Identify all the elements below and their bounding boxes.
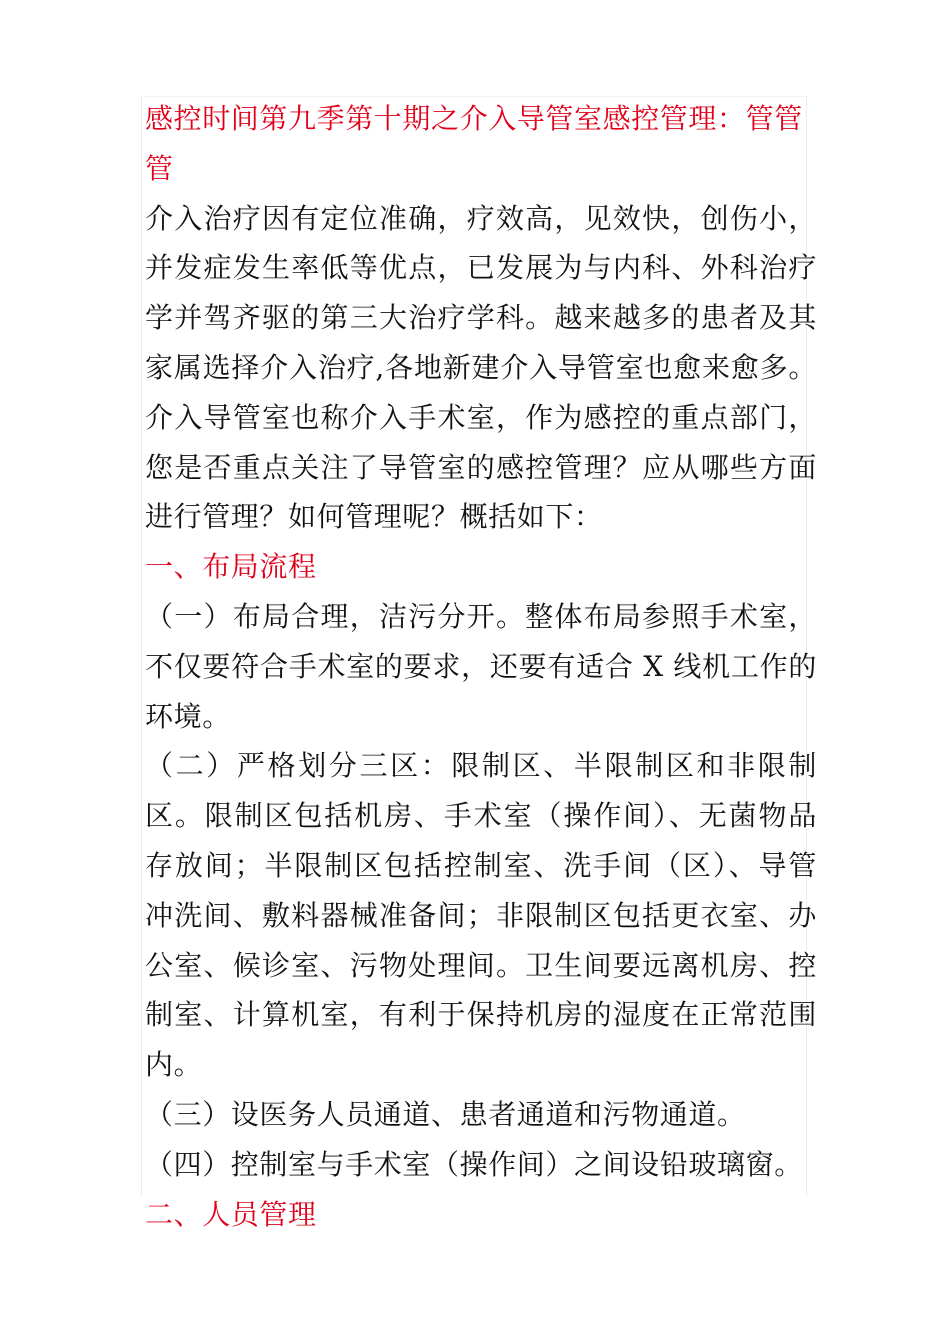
intro-paragraph: 介入治疗因有定位准确，疗效高，见效快，创伤小，并发症发生率低等优点，已发展为与内科、外科治疗学并驾齐驱的第三大治疗学科。越来越多的患者及其家属选择介入治疗,各地新建介入导管室也愈来愈多。介入导管室也称介入手术室，作为感控的重点部门，您是否重点关注了导管室的感控管理？应从哪些方面进行管理？如何管理呢？概括如下： [145, 201, 817, 534]
section-heading-layout: 一、布局流程 [145, 550, 317, 584]
document-title: 感控时间第九季第十期之介入导管室感控管理：管管管 [145, 102, 803, 185]
section-heading-personnel: 二、人员管理 [145, 1197, 317, 1231]
layout-item-3: （三）设医务人员通道、患者通道和污物通道。 [145, 1097, 746, 1131]
document-body [145, 94, 817, 1239]
layout-item-4: （四）控制室与手术室（操作间）之间设铅玻璃窗。 [145, 1147, 803, 1181]
layout-item-2: （二）严格划分三区：限制区、半限制区和非限制区。限制区包括机房、手术室（操作间）、无菌物品存放间；半限制区包括控制室、洗手间（区）、导管冲洗间、敷料器械准备间；非限制区包括更衣室、办公室、候诊室、污物处理间。卫生间要远离机房、控制室、计算机室，有利于保持机房的湿度在正常范围内。 [145, 749, 817, 1082]
layout-item-1: （一）布局合理，洁污分开。整体布局参照手术室，不仅要符合手术室的要求，还要有适合 X 线机工作的环境。 [145, 599, 817, 733]
